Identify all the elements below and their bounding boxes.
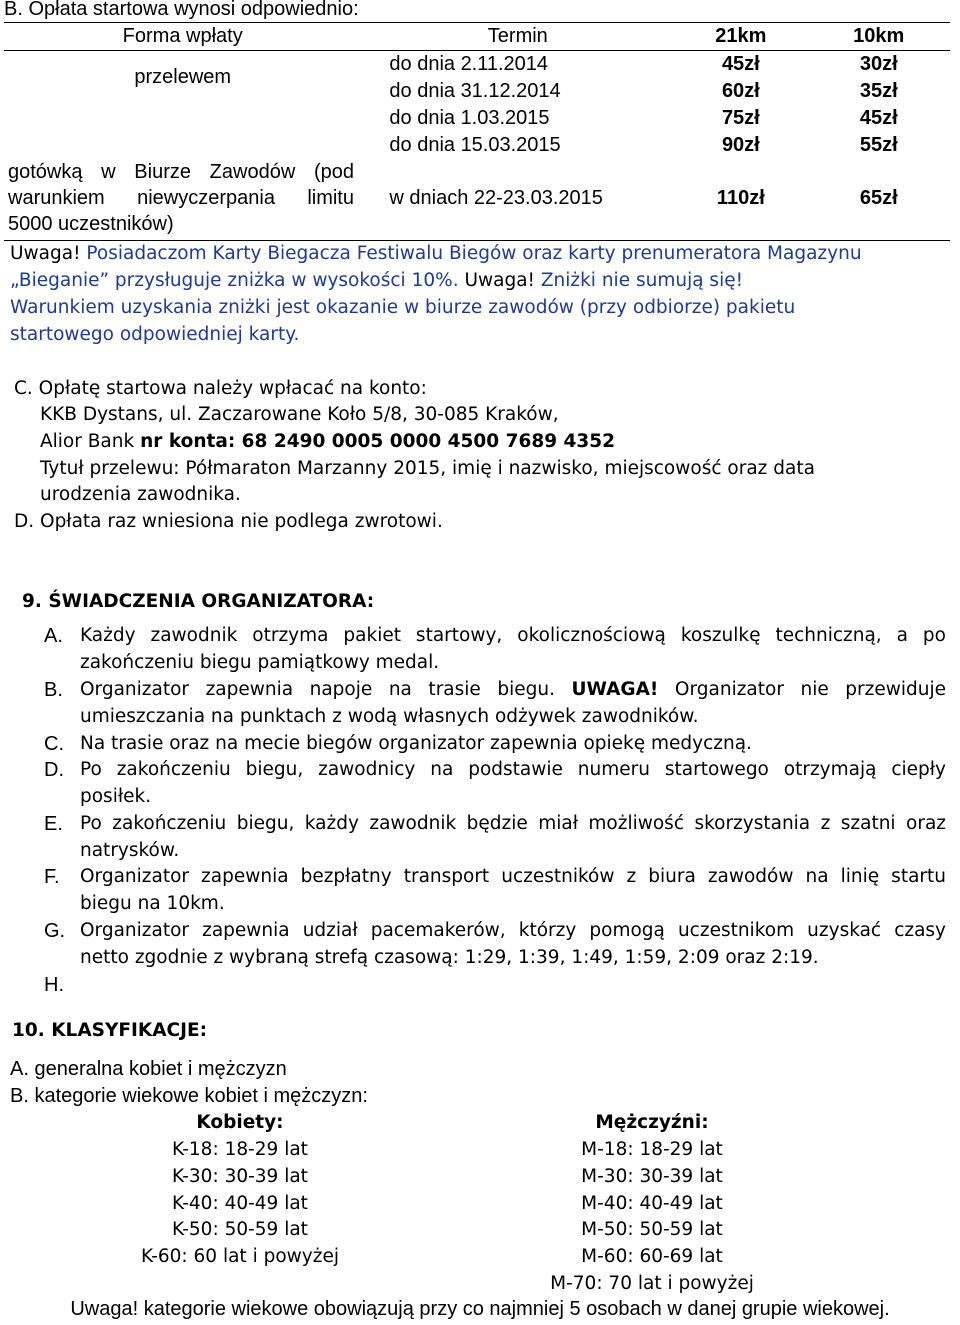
list-item-g-line1: Organizator zapewnia udział pacemakerów, którzy pomogą uczestnikom uzyskać czasy [80,920,946,941]
list-item-f-line1: Organizator zapewnia bezpłatny transport uczestników z biura zawodów na linię startu [80,866,946,887]
list-letter: H. [44,974,64,996]
bank-name: Alior Bank [40,431,141,452]
uwaga-bold: UWAGA! [571,679,659,700]
list-letter: E. [44,813,63,835]
list-item-b-line2: umieszczania na punktach z wodą własnych odżywek zawodników. [80,706,699,727]
list-letter: B. [44,679,63,701]
classification-b: B. kategorie wiekowe kobiet i mężczyzn: [10,1085,368,1107]
women-header: Kobiety: [196,1112,284,1133]
women-category: K-18: 18-29 lat [172,1139,308,1160]
women-category: K-50: 50-59 lat [172,1219,308,1240]
list-text: Organizator zapewnia napoje na trasie biegu. [80,679,572,700]
women-category: K-30: 30-39 lat [172,1166,308,1187]
price-21km: 90zł [721,134,760,156]
cash-price-10km: 65zł [859,186,898,209]
list-letter: D. [44,759,64,781]
deadline-cell: do dnia 1.03.2015 [389,107,550,129]
men-category: M-30: 30-39 lat [581,1166,723,1187]
section-c-bank [40,431,615,452]
fee-table [4,22,950,237]
price-21km: 60zł [721,80,760,102]
cash-line-1: gotówką w Biurze Zawodów (pod [8,161,354,183]
list-item-g-line2: netto zgodnie z wybraną strefą czasową: 1:29, 1:39, 1:49, 1:59, 2:09 oraz 2:19. [80,947,819,968]
note-line-4: startowego odpowiedniej karty. [10,324,300,345]
section-c-transfer-title: Tytuł przelewu: Półmaraton Marzanny 2015, imię i nazwisko, miejscowość oraz data [40,458,815,479]
section-b-title: B. Opłata startowa wynosi odpowiednio: [4,0,359,20]
note-line-2 [10,270,743,291]
cash-price-21km: 110zł [716,186,765,209]
list-item-e-line2: natrysków. [80,840,180,861]
men-category: M-50: 50-59 lat [581,1219,723,1240]
price-21km: 45zł [721,53,760,75]
deadline-cell: do dnia 31.12.2014 [389,80,561,102]
price-10km: 45zł [859,107,898,129]
note-text: Zniżki nie sumują się! [534,270,744,291]
note-text: „Bieganie” przysługuje zniżka w wysokości 10%. [10,270,465,291]
list-letter: A. [44,625,63,647]
list-text: Organizator nie przewiduje [658,679,946,700]
men-category: M-70: 70 lat i powyżej [550,1273,754,1294]
price-10km: 30zł [859,53,898,75]
price-10km: 35zł [859,80,898,102]
deadline-cell: do dnia 2.11.2014 [389,53,549,75]
price-21km: 75zł [721,107,760,129]
table-row-cash [4,159,950,237]
table-bottom-rule [4,240,950,241]
list-item-c-line1: Na trasie oraz na mecie biegów organizator zapewnia opiekę medyczną. [80,733,752,754]
note-text: Posiadaczom Karty Biegacza Festiwalu Biegów oraz karty prenumeratora Magazynu [80,243,862,264]
header-deadline: Termin [361,23,674,51]
table-row [4,132,950,159]
classification-footer-note: Uwaga! kategorie wiekowe obowiązują przy co najmniej 5 osobach w danej grupie wiekowej. [70,1298,890,1320]
header-payment-form: Forma wpłaty [4,23,361,51]
list-item-a-line1: Każdy zawodnik otrzyma pakiet startowy, okolicznościową koszulkę techniczną, a po [80,625,946,646]
cash-line-3: 5000 uczestników) [8,213,174,235]
table-row [4,51,950,79]
fee-table-header [4,23,950,51]
section-c-address: KKB Dystans, ul. Zaczarowane Koło 5/8, 30-085 Kraków, [40,404,559,425]
cash-line-2: warunkiem niewyczerpania limitu [8,187,354,209]
bank-account-number: nr konta: 68 2490 0005 0000 4500 7689 4352 [140,431,616,452]
uwaga-label: Uwaga! [464,270,535,291]
cash-payment-label [4,159,361,237]
list-letter: F. [44,866,60,888]
cash-deadline: w dniach 22-23.03.2015 [389,186,603,209]
section-c-transfer-title-cont: urodzenia zawodnika. [40,484,241,505]
list-item-b-line1 [80,679,946,700]
women-category: K-40: 40-49 lat [172,1193,308,1214]
note-line-1 [10,243,862,264]
deadline-cell: do dnia 15.03.2015 [389,134,561,156]
note-line-3: Warunkiem uzyskania zniżki jest okazanie w biurze zawodów (przy odbiorze) pakietu [10,297,796,318]
section-c-title: C. Opłatę startowa należy wpłacać na konto: [14,378,427,399]
list-letter: G. [44,920,66,942]
men-category: M-18: 18-29 lat [581,1139,723,1160]
women-category: K-60: 60 lat i powyżej [141,1246,339,1267]
men-category: M-40: 40-49 lat [581,1193,723,1214]
list-letter: C. [44,733,64,755]
transfer-label: przelewem [134,66,232,88]
header-21km: 21km [674,23,807,51]
list-item-d-line1: Po zakończeniu biegu, zawodnicy na podstawie numeru startowego otrzymają ciepły [80,759,946,780]
header-10km: 10km [807,23,950,51]
list-item-e-line1: Po zakończeniu biegu, każdy zawodnik będzie miał możliwość skorzystania z szatni oraz [80,813,946,834]
men-category: M-60: 60-69 lat [581,1246,723,1267]
men-header: Mężczyźni: [595,1112,709,1133]
section-10-title: 10. KLASYFIKACJE: [12,1020,208,1041]
uwaga-label: Uwaga! [10,243,81,264]
classification-a: A. generalna kobiet i mężczyzn [10,1058,287,1080]
list-item-f-line2: biegu na 10km. [80,893,225,914]
price-10km: 55zł [859,134,898,156]
list-item-d-line2: posiłek. [80,786,152,807]
list-item-a-line2: zakończeniu biegu pamiątkowy medal. [80,652,440,673]
section-d: D. Opłata raz wniesiona nie podlega zwrotowi. [14,511,443,532]
section-9-title: 9. ŚWIADCZENIA ORGANIZATORA: [22,591,375,612]
